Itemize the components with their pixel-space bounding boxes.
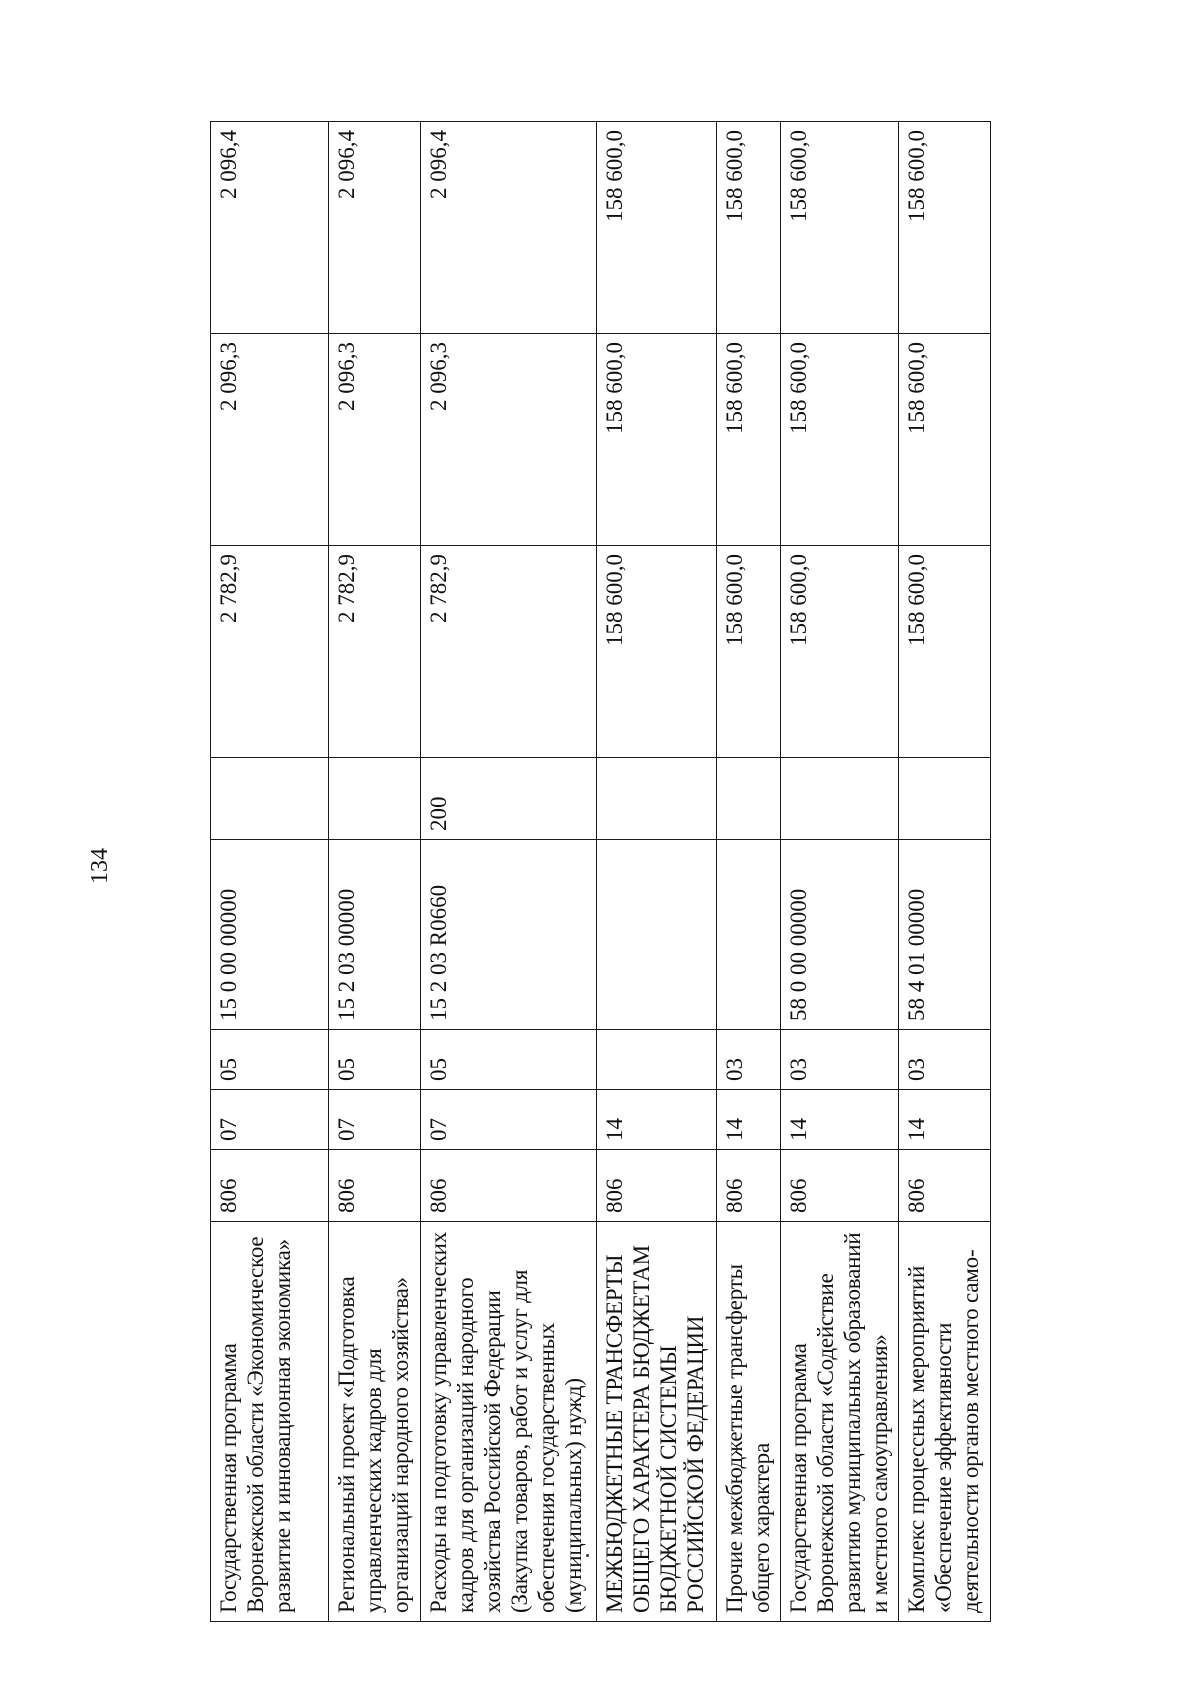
row-name: Государственная программа Воронежской области «Экономическое развитие и инновационная экономика» [211, 1222, 329, 1622]
table-row [329, 122, 421, 1622]
row-pr: 05 [329, 1030, 421, 1090]
row-year3: 2 096,4 [211, 122, 329, 334]
table-row [899, 122, 991, 1622]
row-csr [717, 840, 781, 1030]
table-row [781, 122, 899, 1622]
row-pr: 05 [211, 1030, 329, 1090]
row-csr: 58 4 01 00000 [899, 840, 991, 1030]
row-rz: 14 [899, 1090, 991, 1150]
row-name: Государственная программа Воронежской области «Содействие развитию муниципальных образований и местного самоуправления» [781, 1222, 899, 1622]
row-year2: 2 096,3 [211, 334, 329, 546]
row-rz: 07 [421, 1090, 597, 1150]
row-vr [211, 758, 329, 840]
row-name: МЕЖБЮДЖЕТНЫЕ ТРАНСФЕРТЫ ОБЩЕГО ХАРАКТЕРА БЮДЖЕТАМ БЮДЖЕТНОЙ СИСТЕМЫ РОССИЙСКОЙ ФЕДЕРАЦИИ [597, 1222, 717, 1622]
table-row [717, 122, 781, 1622]
row-name: Региональный проект «Подготовка управленческих кадров для организаций народного хозяйства» [329, 1222, 421, 1622]
row-csr: 15 2 03 00000 [329, 840, 421, 1030]
row-csr: 15 2 03 R0660 [421, 840, 597, 1030]
row-year3: 158 600,0 [781, 122, 899, 334]
row-year3: 2 096,4 [329, 122, 421, 334]
row-csr: 15 0 00 00000 [211, 840, 329, 1030]
row-name: Прочие межбюджетные трансферты общего характера [717, 1222, 781, 1622]
scan-speck [586, 1554, 589, 1557]
row-year1: 158 600,0 [899, 546, 991, 758]
row-grbs: 806 [597, 1150, 717, 1222]
table-row [597, 122, 717, 1622]
row-csr: 58 0 00 00000 [781, 840, 899, 1030]
row-year1: 2 782,9 [211, 546, 329, 758]
table-row [211, 122, 329, 1622]
row-year1: 2 782,9 [329, 546, 421, 758]
row-year3: 158 600,0 [717, 122, 781, 334]
table-row [421, 122, 597, 1622]
row-year3: 158 600,0 [597, 122, 717, 334]
row-grbs: 806 [717, 1150, 781, 1222]
row-rz: 14 [781, 1090, 899, 1150]
row-year3: 158 600,0 [899, 122, 991, 334]
row-year1: 158 600,0 [717, 546, 781, 758]
row-year2: 158 600,0 [899, 334, 991, 546]
row-year3: 2 096,4 [421, 122, 597, 334]
row-pr [597, 1030, 717, 1090]
row-pr: 03 [717, 1030, 781, 1090]
row-rz: 07 [329, 1090, 421, 1150]
row-vr [899, 758, 991, 840]
row-grbs: 806 [781, 1150, 899, 1222]
row-year1: 158 600,0 [781, 546, 899, 758]
row-pr: 03 [781, 1030, 899, 1090]
row-grbs: 806 [211, 1150, 329, 1222]
row-vr: 200 [421, 758, 597, 840]
row-vr [597, 758, 717, 840]
rotated-table-wrapper [210, 122, 991, 1622]
row-csr [597, 840, 717, 1030]
row-vr [717, 758, 781, 840]
budget-table [210, 121, 991, 1622]
row-grbs: 806 [421, 1150, 597, 1222]
row-year2: 158 600,0 [781, 334, 899, 546]
row-year2: 158 600,0 [597, 334, 717, 546]
row-year1: 158 600,0 [597, 546, 717, 758]
row-vr [781, 758, 899, 840]
row-grbs: 806 [329, 1150, 421, 1222]
page-number: 134 [87, 848, 113, 884]
row-pr: 05 [421, 1030, 597, 1090]
row-name: Комплекс процессных мероприятий «Обеспечение эффективности деятельности органов местного само- [899, 1222, 991, 1622]
row-year1: 2 782,9 [421, 546, 597, 758]
row-name: Расходы на подготовку управленческих кадров для организаций народного хозяйства Российской Федерации (Закупка товаров, работ и услуг для обеспечения государственных (муниципальных) нужд) [421, 1222, 597, 1622]
row-grbs: 806 [899, 1150, 991, 1222]
row-vr [329, 758, 421, 840]
row-rz: 07 [211, 1090, 329, 1150]
row-pr: 03 [899, 1030, 991, 1090]
row-year2: 2 096,3 [421, 334, 597, 546]
row-year2: 158 600,0 [717, 334, 781, 546]
row-year2: 2 096,3 [329, 334, 421, 546]
row-rz: 14 [597, 1090, 717, 1150]
row-rz: 14 [717, 1090, 781, 1150]
